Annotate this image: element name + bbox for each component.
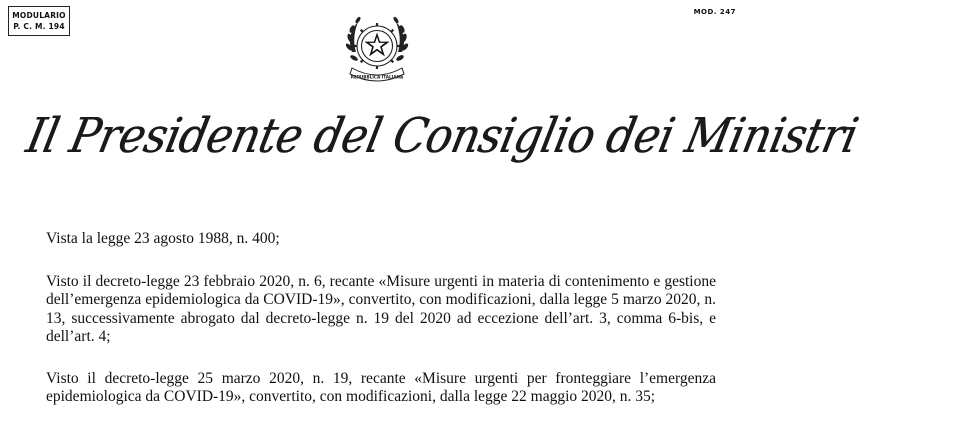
republic-emblem-icon <box>338 8 416 92</box>
paragraph-2: Visto il decreto-legge 23 febbraio 2020, n. 6, recante «Misure urgenti in materia di contenimento e gestione dell’emergenza epidemiologica da COVID-19», convertito, con modificazioni, dalla legge 5 marzo 2020, n. 13, successivamente abrogato dal decreto-legge n. 19 del 2020 ad eccezione dell’art. 3, comma 6-bis, e dell’art. 4; <box>46 272 716 345</box>
emblem-ribbon-text: REPUBBLICA ITALIANA <box>350 74 404 80</box>
document-body <box>46 230 716 430</box>
modulario-line-2: P. C. M. 194 <box>13 22 65 31</box>
modulario-line-1: MODULARIO <box>12 11 66 20</box>
modulario-stamp <box>8 6 70 36</box>
paragraph-3: Visto il decreto-legge 25 marzo 2020, n. 19, recante «Misure urgenti per fronteggiare l’emergenza epidemiologica da COVID-19», convertito, con modificazioni, dalla legge 22 maggio 2020, n. 35; <box>46 369 716 405</box>
paragraph-1: Vista la legge 23 agosto 1988, n. 400; <box>46 230 280 247</box>
page-title-text: Il Presidente del Consiglio dei Ministri <box>21 108 863 164</box>
mod-code: MOD. 247 <box>693 8 736 16</box>
page-title <box>20 100 863 172</box>
